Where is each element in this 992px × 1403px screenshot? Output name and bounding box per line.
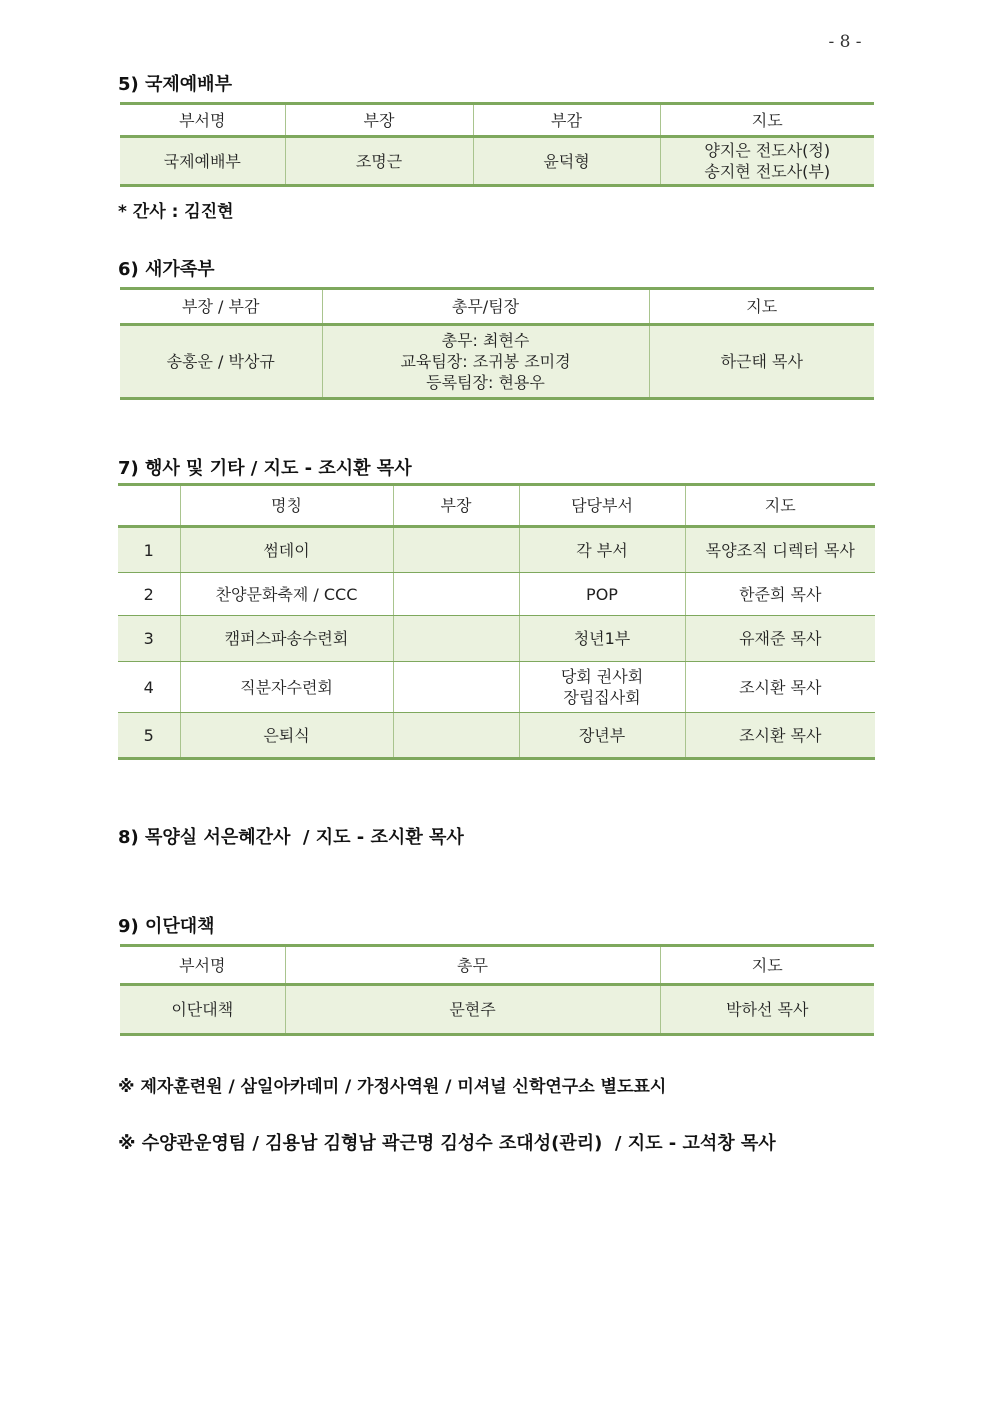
heresy-response-table [120,944,874,1036]
table-cell [322,325,649,399]
header-cell: 부서명 [120,104,285,137]
table-cell: 목양조직 디렉터 목사 [685,527,875,573]
table-cell: 썸데이 [180,527,393,573]
table-cell: 4 [118,662,180,713]
table-cell: 2 [118,573,180,616]
table-row [118,713,875,759]
table-cell: 5 [118,713,180,759]
table-cell: 조명근 [285,137,473,186]
cell-line: 등록팀장: 현용우 [426,373,545,392]
table-cell [393,713,519,759]
cell-line: 장립집사회 [563,688,641,707]
table-cell: 조시환 목사 [685,662,875,713]
table-cell: 하근태 목사 [649,325,874,399]
header-cell: 부감 [473,104,660,137]
cell-line: 총무: 최현수 [441,331,530,350]
table-cell [393,616,519,662]
header-cell: 부서명 [120,946,285,985]
separate-display-note: ※ 제자훈련원 / 삼일아카데미 / 가정사역원 / 미셔널 신학연구소 별도표시 [118,1077,667,1097]
table-cell: POP [519,573,685,616]
header-cell: 부장 [285,104,473,137]
table-cell [393,662,519,713]
new-family-table [120,287,874,400]
table-cell: 1 [118,527,180,573]
table-cell: 국제예배부 [120,137,285,186]
table-row [120,325,874,399]
section-8-heading: 8) 목양실 서은혜간사 / 지도 - 조시환 목사 [118,827,464,848]
table-row [118,662,875,713]
table-cell: 한준희 목사 [685,573,875,616]
international-worship-table [120,102,874,187]
table-cell [660,137,874,186]
header-cell: 지도 [660,946,874,985]
table-row [118,573,875,616]
header-cell: 부장 / 부감 [120,289,322,325]
cell-line: 당회 권사회 [560,667,644,686]
table-row [118,616,875,662]
table-cell: 송홍운 / 박상규 [120,325,322,399]
table-cell [519,662,685,713]
cell-line: 교육팀장: 조귀봉 조미경 [400,352,571,371]
header-cell: 총무/팀장 [322,289,649,325]
header-cell: 지도 [685,485,875,527]
table-row [120,985,874,1035]
header-cell: 명칭 [180,485,393,527]
header-cell: 지도 [660,104,874,137]
header-cell [118,485,180,527]
section-7-heading: 7) 행사 및 기타 / 지도 - 조시환 목사 [118,458,412,479]
table-cell: 청년1부 [519,616,685,662]
table-cell: 3 [118,616,180,662]
table-cell [393,573,519,616]
table-row [120,137,874,186]
events-table [118,483,875,760]
section-9-heading: 9) 이단대책 [118,916,215,937]
header-cell: 지도 [649,289,874,325]
table-cell: 문현주 [285,985,660,1035]
table-cell: 장년부 [519,713,685,759]
table-cell: 박하선 목사 [660,985,874,1035]
table-cell: 직분자수련회 [180,662,393,713]
table-cell: 캠퍼스파송수련회 [180,616,393,662]
header-cell: 부장 [393,485,519,527]
retreat-center-note: ※ 수양관운영팀 / 김용남 김형남 곽근명 김성수 조대성(관리) / 지도 - 고석창 목사 [118,1133,776,1154]
header-cell: 담당부서 [519,485,685,527]
table-cell: 각 부서 [519,527,685,573]
table-cell: 은퇴식 [180,713,393,759]
table-cell: 유재준 목사 [685,616,875,662]
header-cell: 총무 [285,946,660,985]
table-cell: 이단대책 [120,985,285,1035]
table-cell: 윤덕형 [473,137,660,186]
cell-line: 양지은 전도사(정) [704,141,831,160]
section-5-heading: 5) 국제예배부 [118,74,232,95]
section-6-heading: 6) 새가족부 [118,259,215,280]
table-row [118,527,875,573]
table-cell [393,527,519,573]
cell-line: 송지현 전도사(부) [704,162,831,181]
secretary-note: * 간사 : 김진현 [118,202,234,222]
table-cell: 찬양문화축제 / CCC [180,573,393,616]
page-number: - 8 - [828,32,862,52]
table-cell: 조시환 목사 [685,713,875,759]
